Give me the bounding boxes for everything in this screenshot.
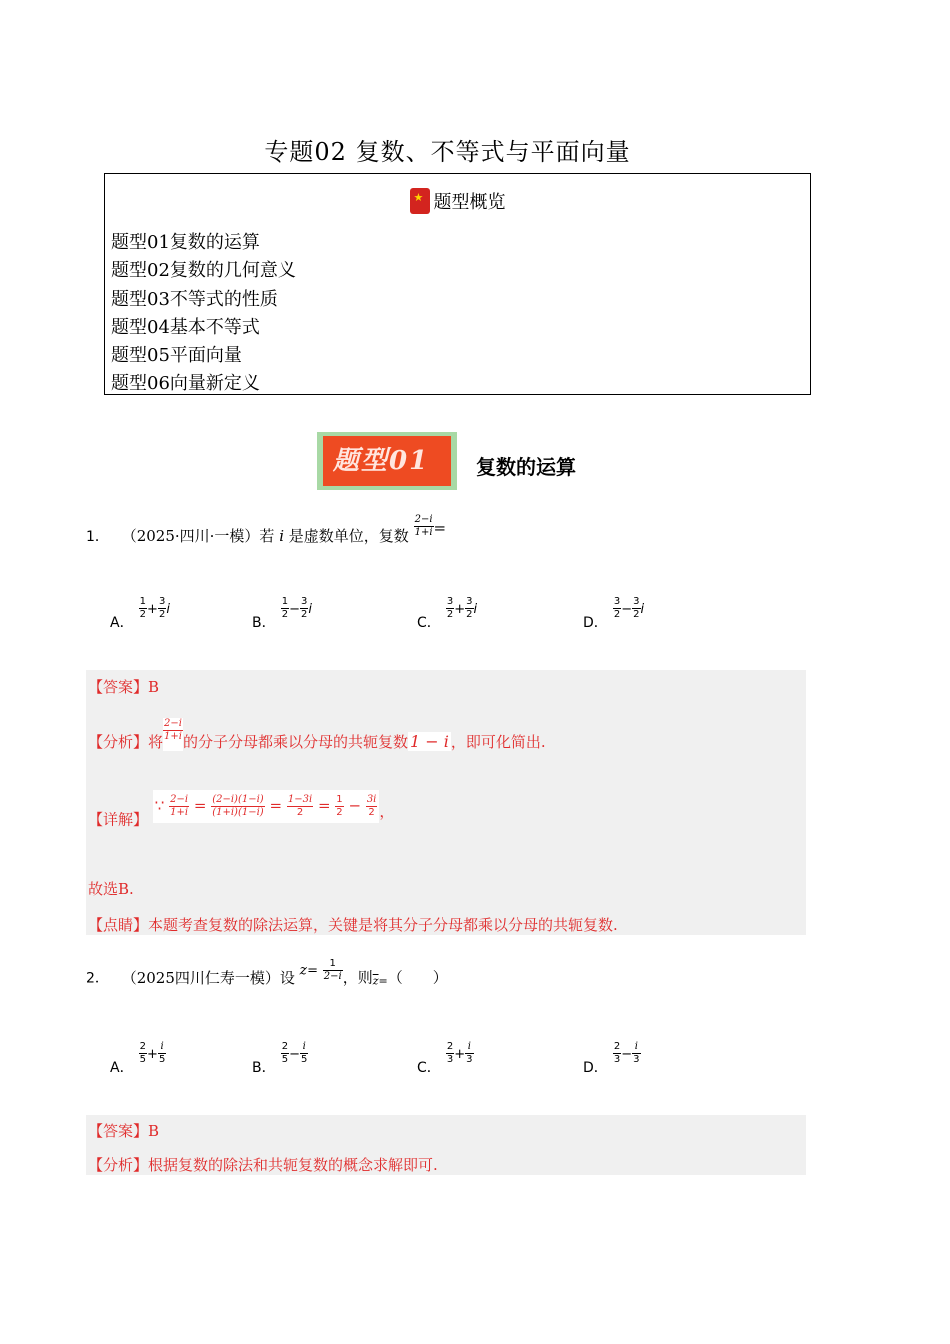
question-text: 是虚数单位，复数 [288,527,409,545]
overview-item: 题型05平面向量 [111,345,242,367]
section-badge-text: 题型01 [333,446,430,476]
analysis: 【分析】将 $\frac{2-i}{1+i}$ 的分子分母都乘以分母的共轭复数 1 − i ，即可化简出. [88,718,546,751]
question-number: 1． [86,529,109,545]
overview-item: 题型04基本不等式 [111,316,260,338]
solution-box-1 [86,670,806,935]
overview-list [111,229,296,399]
imaginary-unit: i [279,527,285,545]
solution-box-2 [86,1115,806,1175]
analysis: 【分析】根据复数的除法和共轭复数的概念求解即可. [88,1156,438,1174]
question-2: 2． （2025四川仁寿一模）设 z= $\frac{1}{2-i}$ ，则$_{\overline{z}=}$（ ） [86,958,448,988]
option-a[interactable]: A． $\frac{2}{5}$ + $\frac{i}{5}$ [110,1041,166,1076]
answer: 【答案】B [88,1122,160,1140]
overview-box [104,173,811,395]
option-d[interactable]: D． $\frac{3}{2}$ − $\frac{3}{2}$ i [583,596,645,631]
section-title: 复数的运算 [476,455,576,479]
overview-heading-text: 题型概览 [433,192,506,213]
question-source: （2025四川仁寿一模）设 [121,968,295,987]
section-badge [317,432,457,490]
option-a[interactable]: A． $\frac{1}{2}$ + $\frac{3}{2}$ i [110,596,170,631]
math-fraction: $\frac{1}{2-i}$ [323,958,342,982]
detail-formula: ∵ $\frac{2-i}{1+i}$ = $\frac{(2-i)(1-i)}{(1+i)(1-i)}$ = $\frac{1-3i}{2}$ = $\frac{1}{2}$ − $\frac{3i}{2}$ [153,790,380,823]
page-title: 专题02 复数、不等式与平面向量 [264,138,631,166]
answer: 【答案】B [88,678,160,696]
overview-item: 题型06向量新定义 [111,373,260,395]
z-conjugate: z [372,974,379,988]
overview-heading [105,188,810,214]
math-fraction: $\frac{2-i}{1+i}$ [164,718,182,742]
point: 【点睛】本题考查复数的除法运算，关键是将其分子分母都乘以分母的共轭复数. [88,916,618,934]
overview-item: 题型02复数的几何意义 [111,260,296,282]
question-source: （2025·四川·一模）若 [121,527,275,545]
detail: 【详解】 ∵ $\frac{2-i}{1+i}$ = $\frac{(2-i)(1-i)}{(1+i)(1-i)}$ = $\frac{1-3i}{2}$ = $\frac{1}{2}$ − $\frac{3i}{2}$ ， [88,790,394,830]
option-c[interactable]: C． $\frac{3}{2}$ + $\frac{3}{2}$ i [417,596,478,631]
option-b[interactable]: B． $\frac{2}{5}$ − $\frac{i}{5}$ [252,1041,308,1076]
overview-item: 题型01复数的运算 [111,232,260,253]
overview-item: 题型03不等式的性质 [111,288,278,310]
question-1: 1． （2025·四川·一模）若 i 是虚数单位，复数 $\frac{2-i}{1+i}$ = [86,514,447,545]
option-c[interactable]: C． $\frac{2}{3}$ + $\frac{i}{3}$ [417,1041,473,1076]
option-d[interactable]: D． $\frac{2}{3}$ − $\frac{i}{3}$ [583,1041,640,1076]
book-icon [410,188,430,214]
math-expression: 1 − i [410,732,449,751]
option-b[interactable]: B． $\frac{1}{2}$ − $\frac{3}{2}$ i [252,596,312,631]
math-fraction: $\frac{2-i}{1+i}$ [414,514,433,538]
conclusion: 故选B. [88,880,134,898]
question-number: 2． [86,970,109,987]
